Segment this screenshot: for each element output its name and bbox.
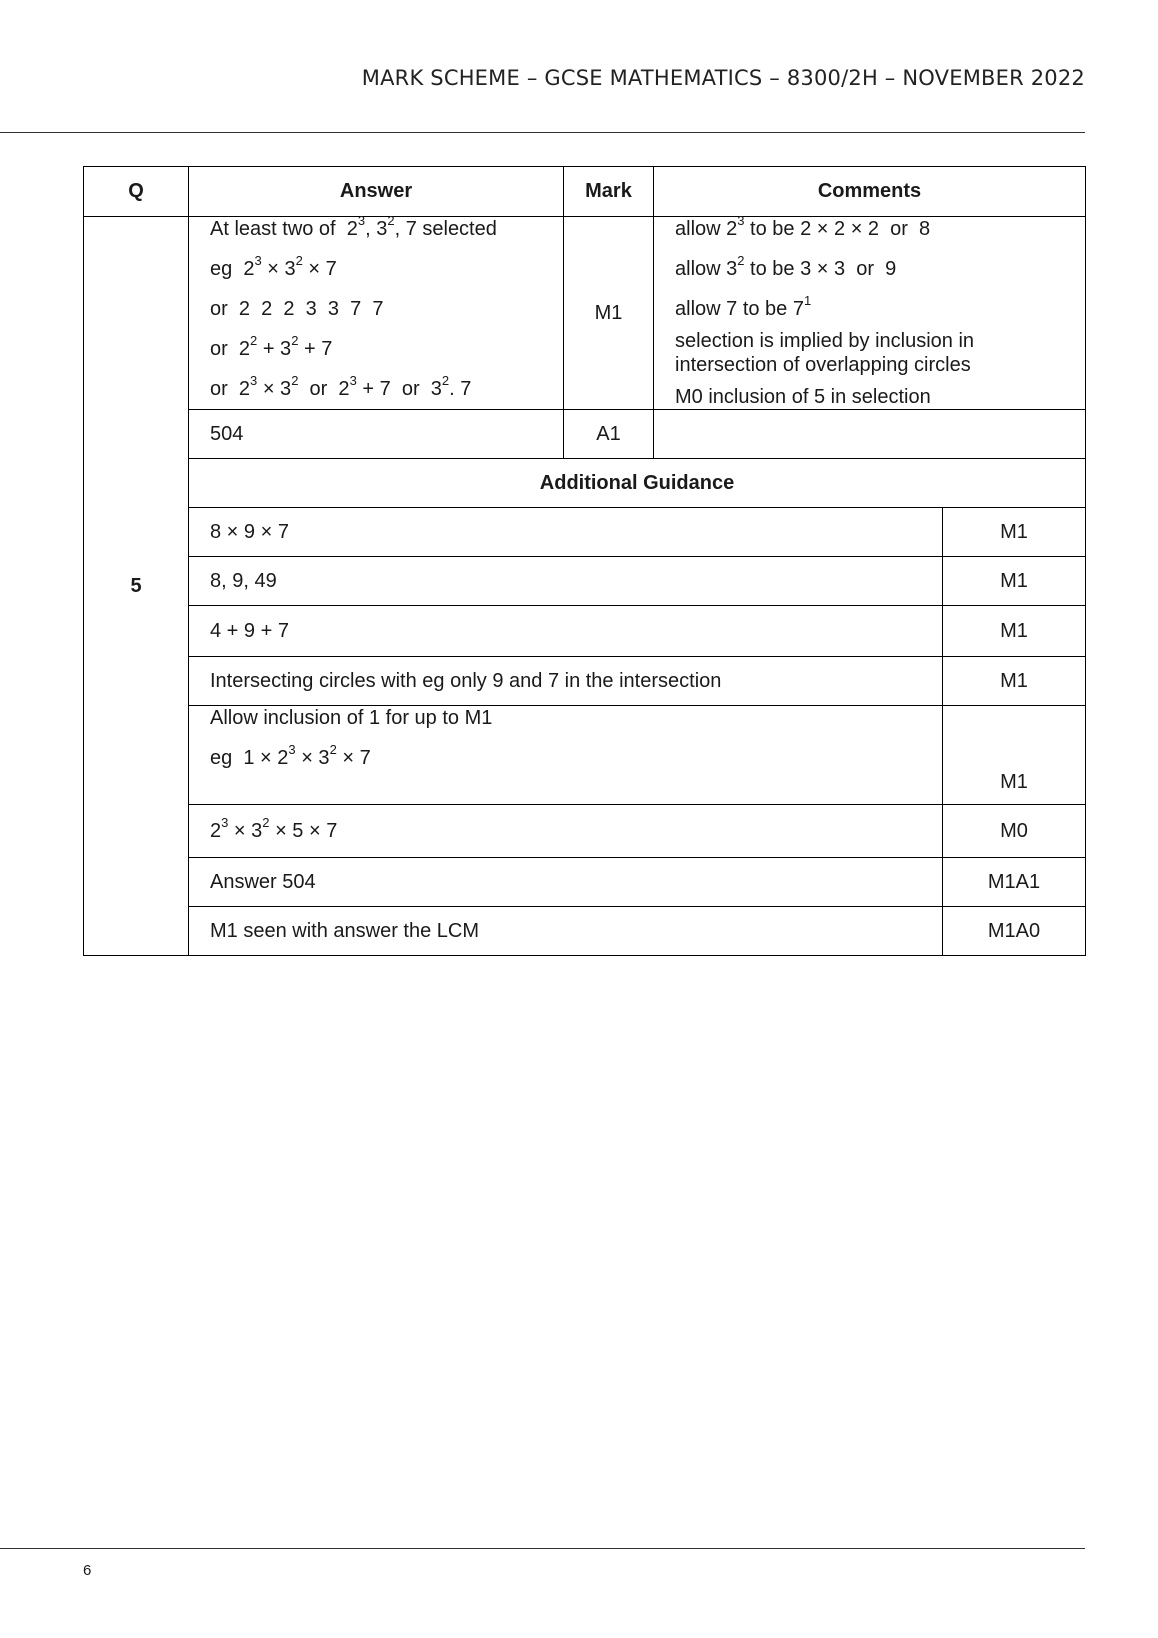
guidance-heading: Additional Guidance (189, 459, 1086, 508)
answer-line: or $2^3 \times 3^2$ or $2^3 + 7$ or $3^2$. 7 (210, 373, 472, 400)
guidance-mark: M1A1 (943, 858, 1086, 907)
final-answer: 504 (189, 410, 564, 459)
main-answer-row (84, 217, 1086, 410)
table-header-row (84, 167, 1086, 217)
answer-line: eg $2^3 \times 3^2 \times 7$ (210, 253, 337, 280)
guidance-row (84, 706, 1086, 805)
guidance-mark: M0 (943, 805, 1086, 858)
final-comment (654, 410, 1086, 459)
guidance-row (84, 657, 1086, 706)
guidance-text: Intersecting circles with eg only 9 and 7 in the intersection (189, 657, 943, 706)
guidance-mark: M1 (943, 606, 1086, 657)
guidance-text: M1 seen with answer the LCM (189, 907, 943, 956)
guidance-row (84, 508, 1086, 557)
guidance-mark: M1 (943, 657, 1086, 706)
guidance-row (84, 805, 1086, 858)
col-header-answer: Answer (189, 167, 564, 217)
guidance-line: Allow inclusion of 1 for up to M1 (210, 707, 493, 729)
document-header-title: MARK SCHEME – GCSE MATHEMATICS – 8300/2H – NOVEMBER 2022 (361, 66, 1085, 90)
header-rule (0, 132, 1085, 133)
guidance-text: 8 × 9 × 7 (189, 508, 943, 557)
guidance-row (84, 606, 1086, 657)
answer-line: At least two of $2^3$, $3^2$, 7 selected (210, 213, 497, 240)
col-header-comments: Comments (654, 167, 1086, 217)
guidance-line: eg $1 \times 2^3 \times 3^2 \times 7$ (210, 742, 371, 769)
guidance-text: 8, 9, 49 (189, 557, 943, 606)
guidance-mark: M1 (943, 508, 1086, 557)
col-header-q: Q (84, 167, 189, 217)
answer-line: or $2^2 + 3^2 + 7$ (210, 333, 333, 360)
guidance-row (84, 858, 1086, 907)
guidance-text: 4 + 9 + 7 (189, 606, 943, 657)
guidance-text: $2^3 \times 3^2 \times 5 \times 7$ (189, 805, 943, 858)
comments-cell (654, 213, 1086, 410)
guidance-mark: M1 (943, 557, 1086, 606)
guidance-text (189, 706, 943, 805)
answer-cell (189, 213, 564, 410)
guidance-mark: M1A0 (943, 907, 1086, 956)
col-header-mark: Mark (564, 167, 654, 217)
final-mark: A1 (564, 410, 654, 459)
guidance-row (84, 907, 1086, 956)
guidance-row (84, 557, 1086, 606)
comment-line: allow $2^3$ to be 2 × 2 × 2 or 8 (675, 213, 931, 240)
guidance-heading-row (84, 459, 1086, 508)
mark-scheme-table (83, 166, 1086, 956)
page-number: 6 (83, 1562, 92, 1579)
comment-line: allow $3^2$ to be 3 × 3 or 9 (675, 253, 897, 280)
comment-line: selection is implied by inclusion in intersection of overlapping circles (675, 330, 975, 376)
guidance-text: Answer 504 (189, 858, 943, 907)
comment-line: allow 7 to be $7^1$ (675, 293, 812, 320)
comment-line: M0 inclusion of 5 in selection (675, 386, 931, 408)
question-number: 5 (84, 217, 189, 956)
final-answer-row (84, 410, 1086, 459)
mark-cell: M1 (564, 217, 654, 410)
guidance-mark: M1 (943, 706, 1086, 805)
answer-line: or 2 2 2 3 3 7 7 (210, 298, 384, 320)
footer-rule (0, 1548, 1085, 1549)
